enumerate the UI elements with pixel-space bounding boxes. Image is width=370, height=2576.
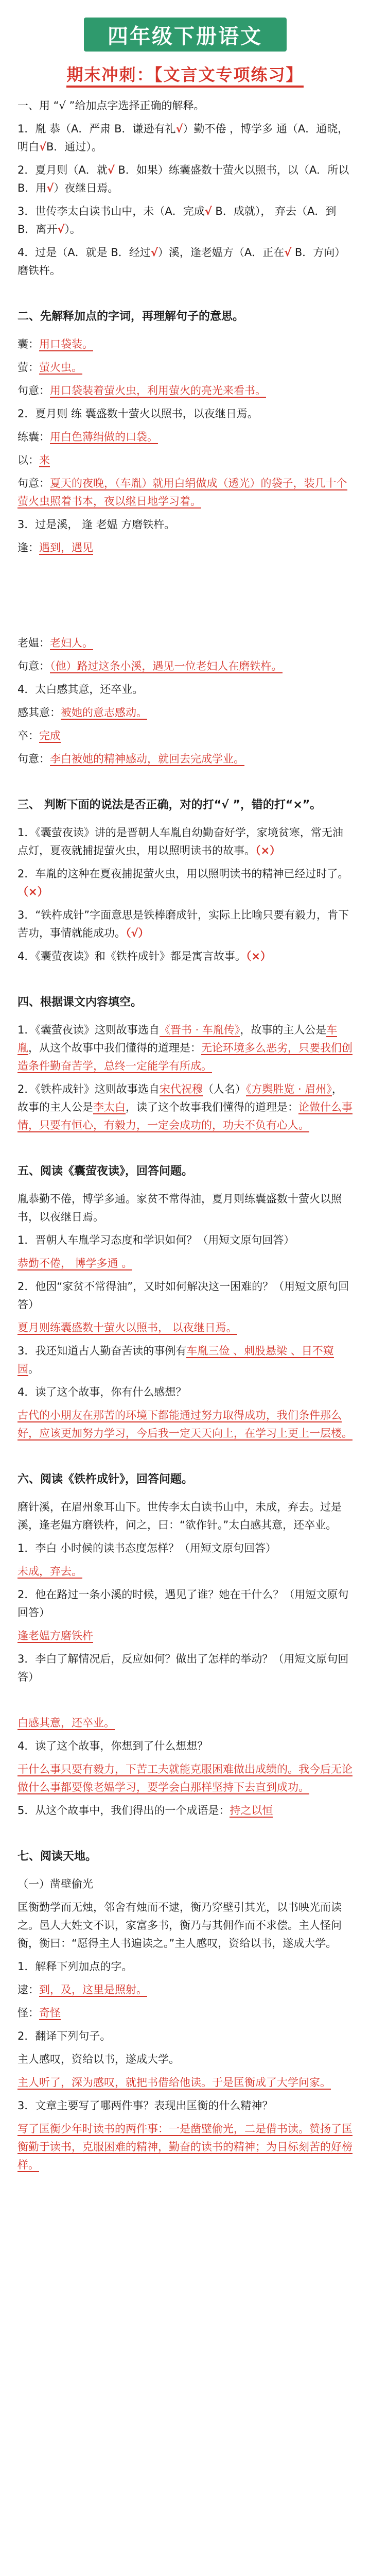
s6-q3: 3．李白了解情况后，反应如何？做出了怎样的举动？（用短文原句回答） [17, 1653, 349, 1683]
page-subtitle [17, 62, 353, 86]
check-mark: √ [150, 246, 158, 259]
s2-lian: 练囊：用白色薄绢做的口袋。 [17, 431, 158, 443]
s7-a2: 主人听了，深为感叹，就把书借给他读。于是匡衡成了大学问家。 [17, 2076, 331, 2089]
s6-passage: 磨针溪，在眉州象耳山下。世传李太白读书山中，未成，弃去。过是溪，逢老媪方磨铁杵，问之，曰：“欲作针。”太白感其意，还卒业。 [17, 1501, 342, 1531]
s7-passage: 匡衡勤学而无烛，邻舍有烛而不逮，衡乃穿壁引其光，以书映光而读之。邑人大姓文不识，家富多书，衡乃与其佣作而不求偿。主人怪问衡，衡曰：“愿得主人书遍读之。”主人感叹，资给以书，遂成大学。 [17, 1901, 342, 1950]
section-3-title: 三、 判断下面的说法是否正确，对的打“√ ”，错的打“×”。 [17, 799, 322, 811]
s2-gan: 感其意：被她的意志感动。 [17, 706, 147, 719]
s2-feng: 逢：遇到，遇见 [17, 541, 93, 554]
s7-q3: 3．文章主要写了哪两件事？表现出匡衡的什么精神？ [17, 2099, 273, 2112]
check-mark: √ [204, 205, 212, 217]
s7-q2: 2．翻译下列句子。 [17, 2030, 111, 2042]
section-7-title: 七、阅读天地。 [17, 1850, 97, 1863]
s7-a3: 写了匡衡少年时读书的两件事：一是凿壁偷光，二是借书读。赞扬了匡衡勤于读书，克服困难的精神，勤奋的读书的精神；为目标刻苦的好榜样。 [17, 2123, 353, 2171]
check-mark: √ [46, 182, 54, 194]
s6-a2: 逢老媪方磨铁杵 [17, 1630, 93, 1642]
s7-guai: 怪：奇怪 [17, 2007, 61, 2019]
s6-a3: 白感其意，还卒业。 [17, 1717, 115, 1729]
check-mark: √ [284, 246, 292, 259]
s2-sent3: 3．过是溪， 逢 老媪 方磨铁杵。 [17, 518, 175, 531]
s4-q2: 2．《铁杵成针》这则故事选自宋代祝穆（人名）《方舆胜览 · 眉州》，故事的主人公是李太白，读了这个故事我们懂得的道理是：论做什么事情，只要有恒心，有毅力，一定会成功的，功夫不负有心人。 [17, 1083, 353, 1131]
s1-q3: 3．世传李太白读书山中，未（A．完成√ B．成就）， 弃去（A．到 B．离开√）。 [17, 205, 337, 235]
s7-q2-text: 主人感叹，资给以书，遂成大学。 [17, 2053, 180, 2065]
s5-a1: 恭勤不倦， 博学多通 。 [17, 1257, 133, 1269]
section-5-title: 五、阅读《囊萤夜读》，回答问题。 [17, 1165, 193, 1178]
s2-sent2-answer: 句意：夏天的夜晚，（车胤）就用白绢做成（透光）的袋子，装几十个萤火虫照着书本，夜以继日地学习着。 [17, 477, 347, 507]
s3-q1: 1．《囊萤夜读》讲的是晋朝人车胤自幼勤奋好学，家境贫寒，常无油点灯，夏夜就捕捉萤火虫，用以照明读书的故事。（×） [17, 826, 343, 857]
s5-q2: 2．他因“家贫不常得油”，又时如何解决这一困难的？（用短文原句回答） [17, 1280, 349, 1311]
s2-sent2: 2．夏月则 练 囊盛数十萤火以照书，以夜继日焉。 [17, 408, 258, 420]
section-6-title: 六、阅读《铁杵成针》，回答问题。 [17, 1473, 193, 1486]
s2-sent1: 句意：用口袋装着萤火虫，利用萤火的亮光来看书。 [17, 384, 266, 397]
s5-a4: 古代的小朋友在那苦的环境下都能通过努力取得成功，我们条件那么好，应该更加努力学习，今后我一定天天向上，在学习上更上一层楼。 [17, 1409, 353, 1439]
s6-q1: 1．李白 小时候的读书态度怎样？（用短文原句回答） [17, 1542, 277, 1554]
s6-a1: 未成，弃去。 [17, 1565, 82, 1578]
s2-sent4: 4．太白感其意，还卒业。 [17, 683, 144, 696]
s1-q4: 4．过是（A．就是 B．经过√）溪，逢老媪方（A．正在√ B．方向）磨铁杵。 [17, 246, 346, 277]
section-4-title: 四、根据课文内容填空。 [17, 996, 143, 1009]
s5-q1: 1．晋朝人车胤学习态度和学识如何？（用短文原句回答） [17, 1234, 295, 1246]
s7-q1: 1．解释下列加点的字。 [17, 1960, 133, 1973]
s7-subtitle: （一）凿壁偷光 [17, 1878, 93, 1890]
s1-q2: 2．夏月则（A．就√ B．如果）练囊盛数十萤火以照书，以（A．所以 B．用√）夜继日焉。 [17, 164, 349, 194]
s2-sent4-answer: 句意：李白被她的精神感动，就回去完成学业。 [17, 753, 244, 765]
s5-a2: 夏月则练囊盛数十萤火以照书， 以夜继日焉。 [17, 1321, 237, 1334]
s2-zu: 卒：完成 [17, 730, 61, 742]
page-title: 四年级下册语文 [108, 24, 262, 48]
s5-q3: 3．我还知道古人勤奋苦读的事例有车胤三俭 、刺股悬梁 、目不窥园。 [17, 1345, 334, 1375]
check-mark: √ [107, 164, 115, 176]
s2-nang: 囊：用口袋装。 [17, 338, 93, 350]
s4-q1: 1．《囊萤夜读》这则故事选自《晋书 · 车胤传》，故事的主人公是车胤，从这个故事中我们懂得的道理是：无论环境多么恶劣，只要我们创造条件勤奋苦学，总终一定能学有所成。 [17, 1024, 353, 1072]
check-mark: √ [39, 141, 47, 153]
worksheet-page [0, 18, 370, 2576]
s5-passage: 胤恭勤不倦，博学多通。家贫不常得油，夏月则练囊盛数十萤火以照书，以夜继日焉。 [17, 1193, 342, 1223]
s3-q2: 2．车胤的这种在夏夜捕捉萤火虫，用以照明读书的精神已经过时了。（×） [17, 868, 349, 898]
s3-q4: 4．《囊萤夜读》和《铁杵成针》都是寓言故事。（×） [17, 950, 271, 962]
s2-ao: 老媪：老妇人。 [17, 637, 93, 649]
s1-q1: 1．胤 恭（A．严肃 B．谦逊有礼√）勤不倦 ，博学多 通（A．通晓，明白√B．通过）。 [17, 123, 349, 153]
title-banner [84, 18, 287, 52]
subtitle-text: 期末冲刺：【文言文专项练习】 [66, 65, 303, 88]
s7-dai: 逮：到，及，这里是照射。 [17, 1984, 147, 1996]
section-2-title: 二、先解释加点的字词，再理解句子的意思。 [17, 310, 244, 323]
s6-q2: 2．他在路过一条小溪的时候，遇见了谁？她在干什么？（用短文原句回答） [17, 1588, 349, 1619]
s2-ying: 萤：萤火虫。 [17, 361, 82, 374]
s6-a4: 干什么事只要有毅力，下苦工夫就能克服困难做出成绩的。我今后无论做什么事都要像老媪学习，要学会白那样坚持下去直到成功。 [17, 1763, 353, 1793]
check-mark: √ [57, 223, 65, 235]
s5-q4: 4．读了这个故事，你有什么感想？ [17, 1386, 187, 1398]
s2-sent3-answer: 句意：（他）路过这条小溪，遇见一位老妇人在磨铁杵。 [17, 660, 283, 672]
s3-q3: 3．“铁杵成针”字面意思是铁棒磨成针，实际上比喻只要有毅力，肯下苦功，事情就能成功。（√） [17, 909, 349, 939]
s6-q5: 5．从这个故事中，我们得出的一个成语是：持之以恒 [17, 1804, 273, 1817]
s6-q4: 4．读了这个故事，你想到了什么想想？ [17, 1740, 208, 1752]
section-1-title: 一、用 “√ ”给加点字选择正确的解释。 [17, 99, 205, 112]
s2-yi: 以：来 [17, 454, 50, 466]
check-mark: √ [175, 123, 183, 135]
